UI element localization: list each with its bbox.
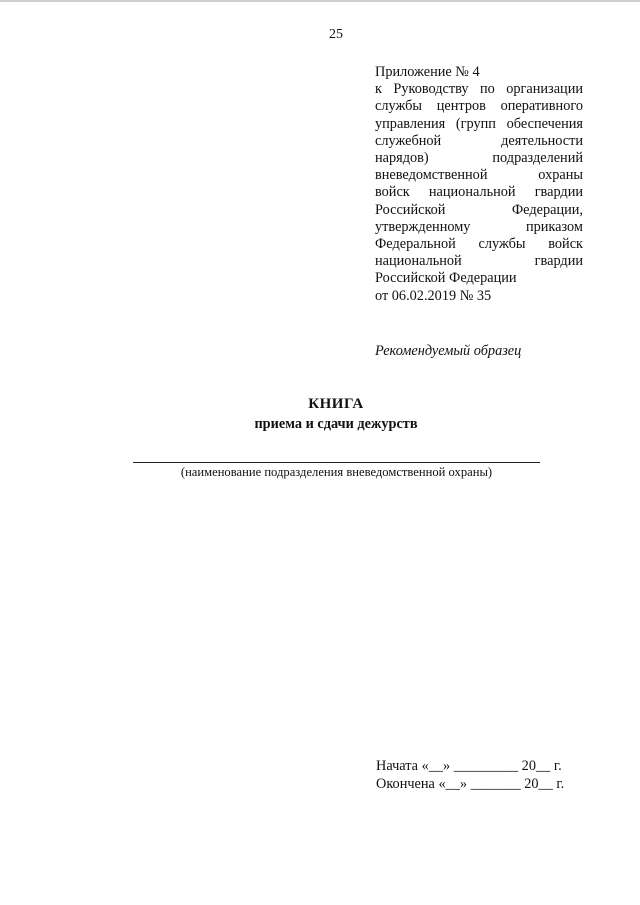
unit-name-caption: (наименование подразделения вневедомственной охраны)	[180, 465, 493, 479]
started-date-line: Начата «__» _________ 20__ г.	[376, 758, 562, 774]
appendix-line: к Руководству по организации	[375, 81, 583, 98]
appendix-block	[375, 64, 583, 305]
page-number: 25	[329, 27, 343, 42]
appendix-line: вневедомственной охраны	[375, 167, 583, 184]
dates-block	[376, 757, 564, 793]
page-top-edge	[0, 0, 640, 2]
appendix-line: Российской Федерации	[375, 270, 517, 287]
appendix-line: Федеральной службы войск	[375, 236, 583, 253]
appendix-line: Российской Федерации,	[375, 201, 583, 218]
unit-name-fill-line	[133, 462, 540, 463]
recommended-sample-label: Рекомендуемый образец	[375, 343, 522, 359]
appendix-line: войск национальной гвардии	[375, 184, 583, 201]
appendix-title: Приложение № 4	[375, 64, 480, 80]
appendix-line: управления (групп обеспечения	[375, 115, 583, 132]
appendix-line: утвержденному приказом	[375, 218, 583, 235]
appendix-line: служебной деятельности	[375, 132, 583, 149]
finished-date-line: Окончена «__» _______ 20__ г.	[376, 776, 565, 792]
book-title: КНИГА	[308, 396, 364, 412]
appendix-line: службы центров оперативного	[375, 98, 583, 115]
book-subtitle: приема и сдачи дежурств	[254, 416, 418, 432]
appendix-order-date: от 06.02.2019 № 35	[375, 287, 492, 304]
appendix-line: нарядов) подразделений	[375, 150, 583, 167]
appendix-line: национальной гвардии	[375, 253, 583, 270]
